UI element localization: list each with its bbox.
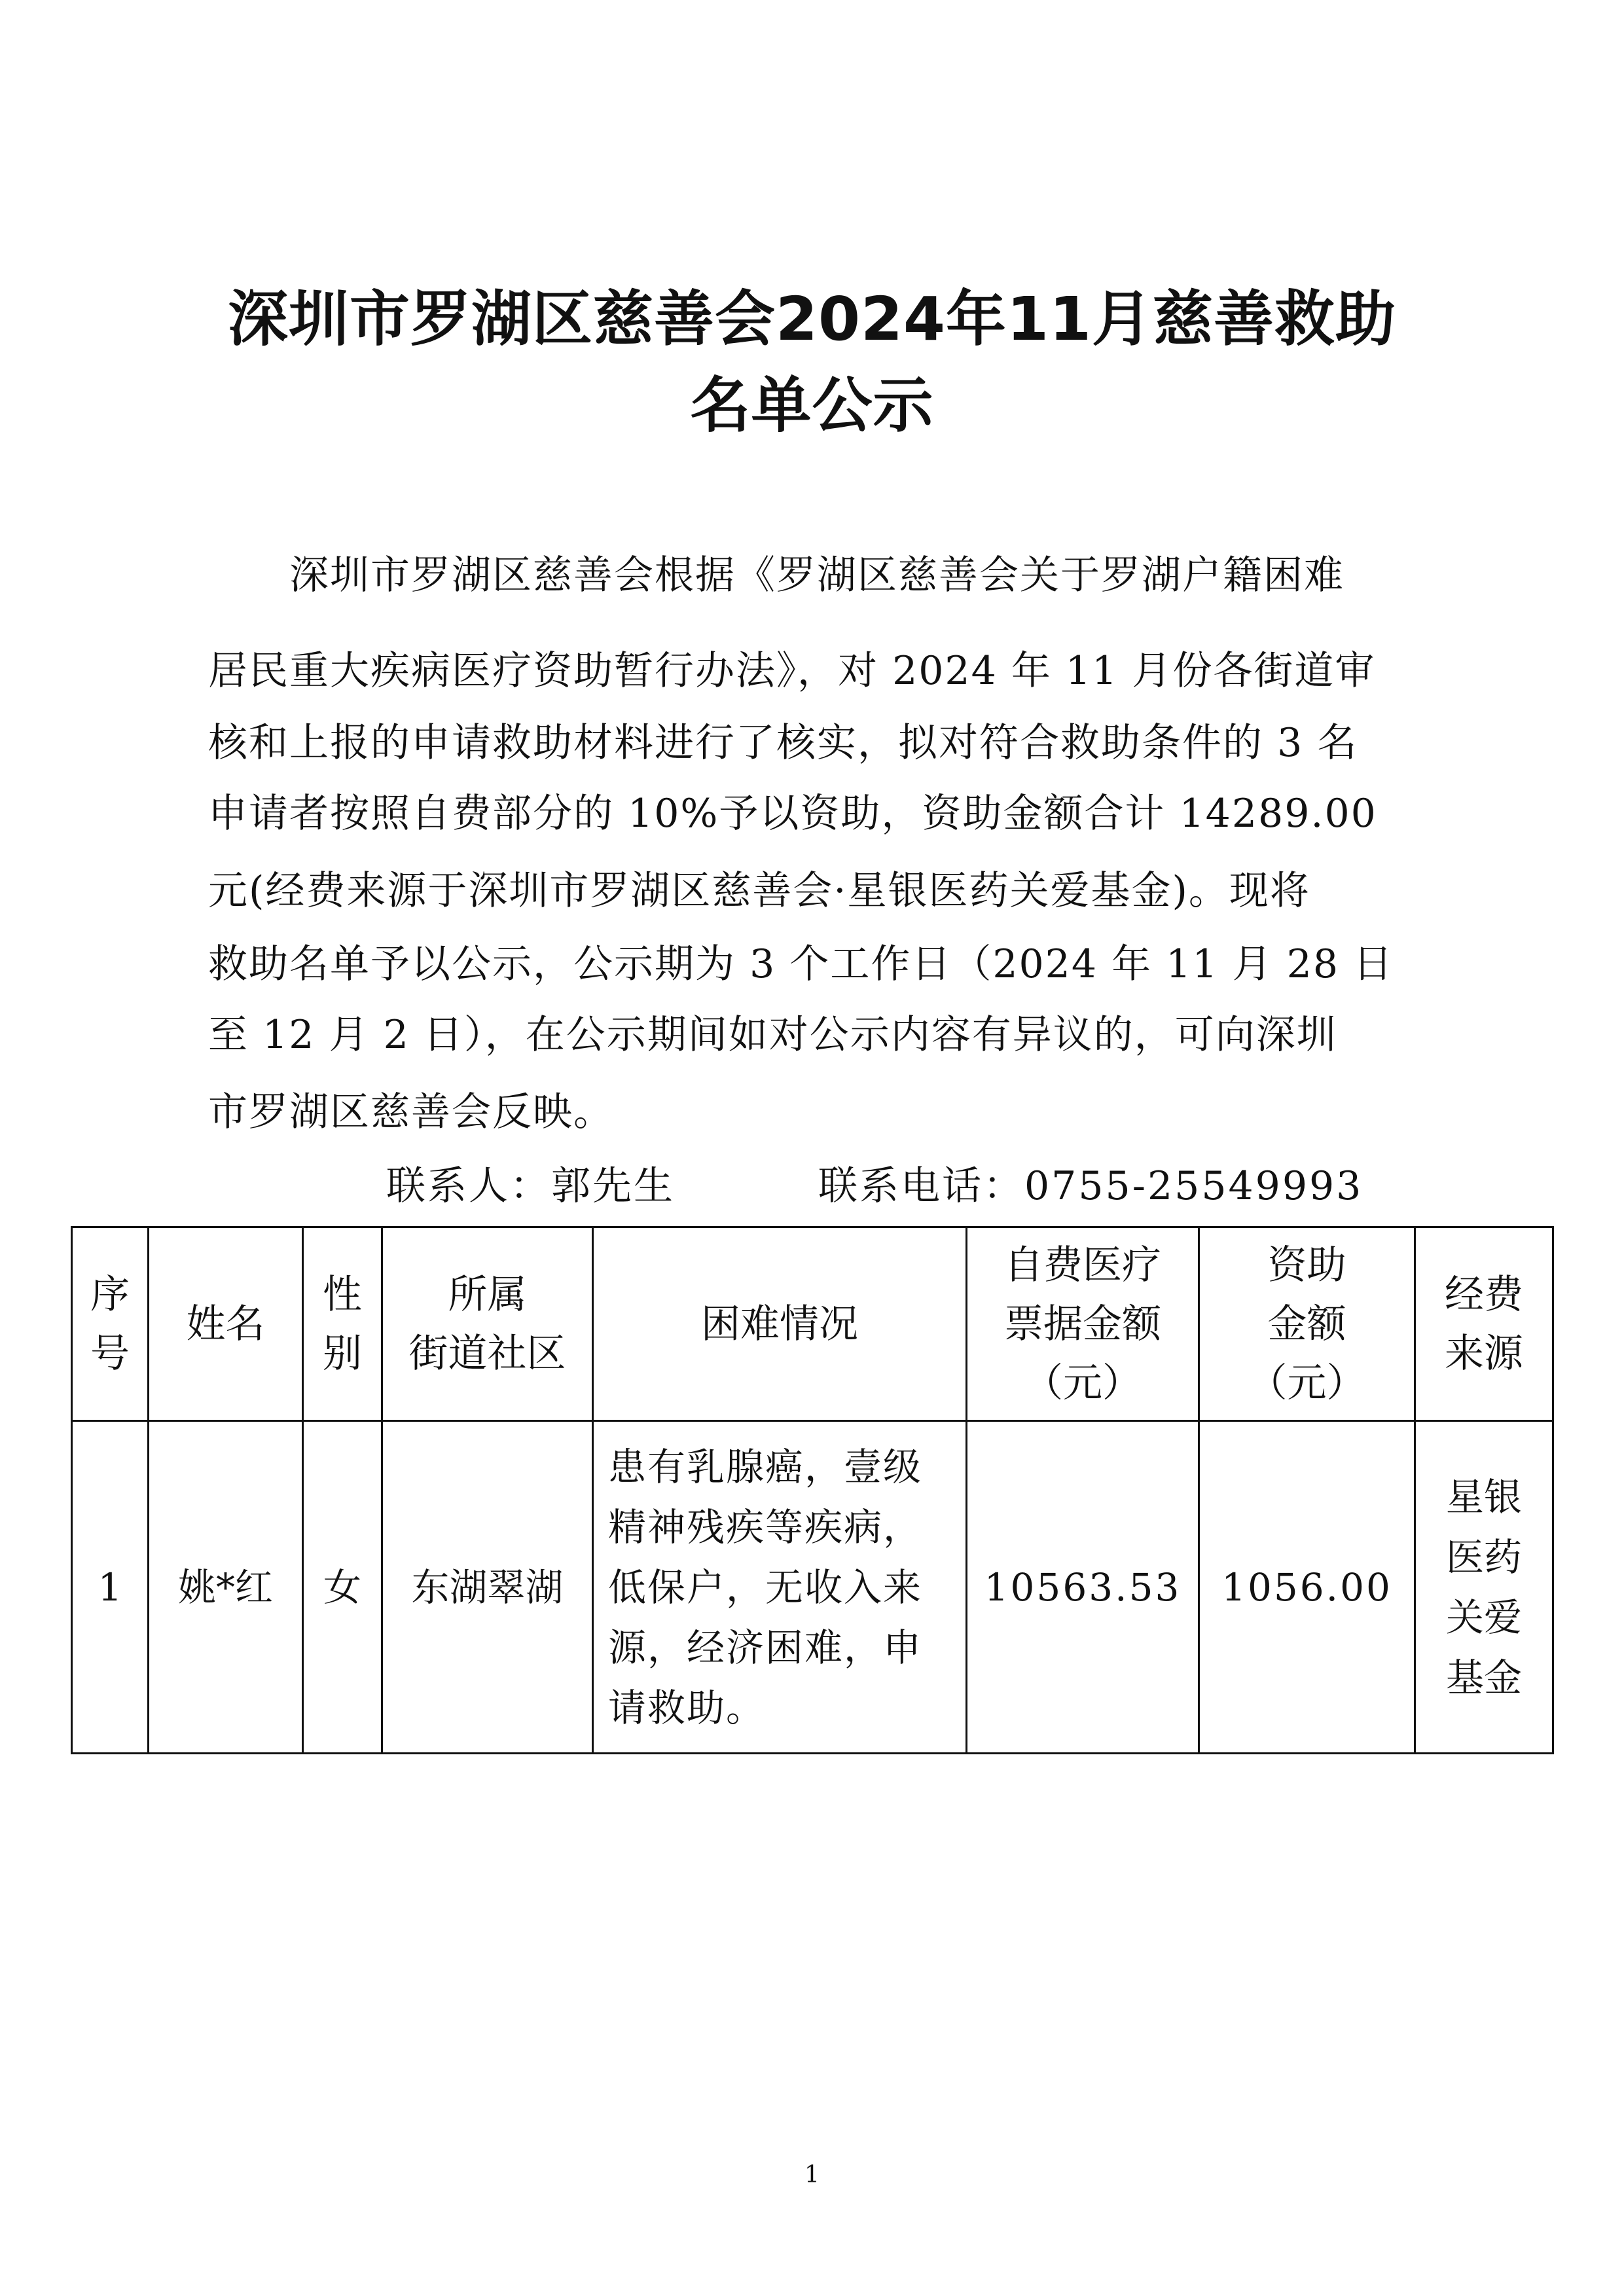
cell-index: 1: [72, 1421, 149, 1754]
body-paragraph-line: 市罗湖区慈善会反映。: [208, 1089, 614, 1135]
body-paragraph-line: 至 12 月 2 日），在公示期间如对公示内容有异议的，可向深圳: [208, 1012, 1337, 1058]
body-paragraph-line: 居民重大疾病医疗资助暂行办法》，对 2024 年 11 月份各街道审: [208, 648, 1376, 694]
page-number: 1: [804, 2161, 820, 2188]
table-row: [72, 1421, 1553, 1754]
header-situation: 困难情况: [593, 1227, 967, 1421]
page-title-line-2: 名单公示: [690, 370, 934, 441]
contact-phone: 联系电话：0755-25549993: [818, 1163, 1363, 1209]
cell-gender: 女: [303, 1421, 382, 1754]
header-gender: 性 别: [303, 1227, 382, 1421]
cell-situation: 患有乳腺癌，壹级 精神残疾等疾病， 低保户，无收入来 源，经济困难，申 请救助。: [593, 1421, 967, 1754]
cell-fund-source: 星银 医药 关爱 基金: [1415, 1421, 1553, 1754]
aid-list-table: [71, 1226, 1554, 1754]
cell-self-paid: 10563.53: [967, 1421, 1199, 1754]
body-paragraph-line: 深圳市罗湖区慈善会根据《罗湖区慈善会关于罗湖户籍困难: [208, 552, 1344, 598]
header-aid-amount: 资助 金额 （元）: [1199, 1227, 1415, 1421]
table-header-row: [72, 1227, 1553, 1421]
header-index: 序 号: [72, 1227, 149, 1421]
cell-name: 姚*红: [149, 1421, 303, 1754]
body-paragraph-line: 申请者按照自费部分的 10%予以资助，资助金额合计 14289.00: [208, 791, 1377, 837]
contact-person: 联系人：郭先生: [386, 1163, 675, 1209]
cell-community: 东湖翠湖: [382, 1421, 593, 1754]
header-self-paid: 自费医疗 票据金额 （元）: [967, 1227, 1199, 1421]
page-title: 深圳市罗湖区慈善会2024年11月慈善救助: [227, 284, 1397, 354]
body-paragraph-line: 救助名单予以公示，公示期为 3 个工作日（2024 年 11 月 28 日: [208, 941, 1394, 987]
body-paragraph-line: 元(经费来源于深圳市罗湖区慈善会·星银医药关爱基金)。现将: [208, 868, 1310, 914]
header-fund-source: 经费 来源: [1415, 1227, 1553, 1421]
body-paragraph-line: 核和上报的申请救助材料进行了核实，拟对符合救助条件的 3 名: [208, 720, 1358, 766]
header-name: 姓名: [149, 1227, 303, 1421]
header-community: 所属 街道社区: [382, 1227, 593, 1421]
cell-aid-amount: 1056.00: [1199, 1421, 1415, 1754]
